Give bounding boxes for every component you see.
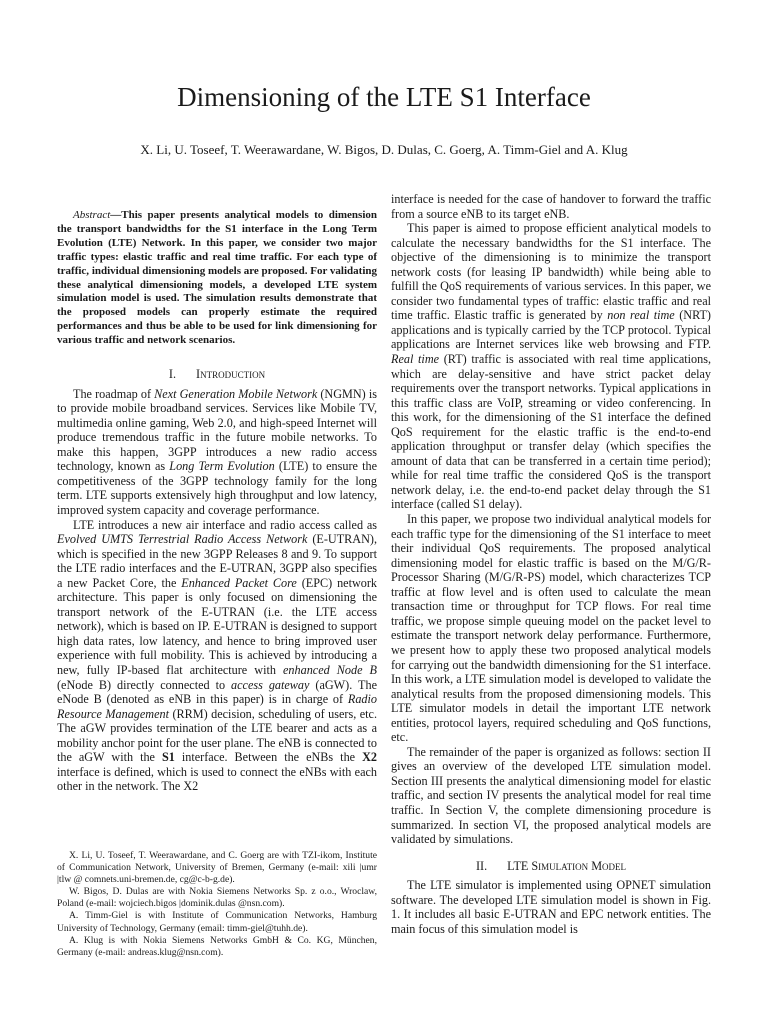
intro-paragraph-1	[57, 387, 377, 518]
text-run-bold: X2	[362, 750, 377, 765]
text-run: (LTE) to ensure the competitiveness of the 3GPP technology family for the long term. LTE supports extensively high throughput and low latency, improved system capacity and coverage performance.	[57, 459, 377, 517]
text-run: interface. Between the eNBs the	[174, 750, 363, 765]
right-column	[391, 192, 711, 936]
section-heading-introduction	[57, 367, 377, 382]
abstract-dash: —	[110, 209, 122, 221]
section-title: Introduction	[196, 367, 266, 382]
text-run: (RT) traffic is associated with real time applications, which are delay-sensitive and have strict packet delay requirements over the transport networks. Typical applications in this traffic class are VoIP, streaming or video conferencing. In this work, for the dimensioning of the S1 interface the defined QoS requirement for the elastic traffic is the end-to-end application throughput or transfer delay (which specifies the amount of data that can be transferred in a certain time period); while for real time traffic the considered QoS is the transport network delay, i.e. the end-to-end packet delay through the S1 interface (called S1 delay).	[391, 352, 711, 512]
text-run-italic: Real time	[391, 352, 440, 367]
text-run-italic: non real time	[607, 308, 675, 323]
section-number: II.	[475, 858, 488, 873]
section-number: I.	[168, 367, 177, 382]
text-run: (E-UTRAN), which is specified in the new 3GPP Releases 8 and 9. To support the LTE radio interfaces and the E-UTRAN, 3GPP also specifies a new Packet Core, the	[57, 532, 377, 590]
intro-paragraph-2	[57, 518, 377, 794]
text-run-bold: S1	[161, 750, 175, 765]
text-run: (RRM) decision, scheduling of users, etc. The aGW provides termination of the LTE bearer and acts as a mobility anchor point for the user plane. The eNB is connected to the aGW with the	[57, 706, 377, 765]
text-run: (eNode B) directly connected to	[57, 677, 232, 692]
text-run: interface is defined, which is used to connect the eNBs with each other in the network. The X2	[57, 764, 377, 794]
text-run-italic: Next Generation Mobile Network	[154, 386, 318, 401]
text-run-italic: Radio Resource Management	[57, 692, 377, 721]
intro-paragraph-2-continued: interface is needed for the case of handover to forward the traffic from a source eNB to its target eNB.	[391, 192, 711, 221]
text-run: (NRT) applications and is typically carried by the TCP protocol. Typical applications are Internet services like web browsing and FTP.	[391, 308, 711, 352]
footnote-3: A. Timm-Giel is with Institute of Communication Networks, Hamburg University of Technology, Germany (email: timm-giel@tuhh.de).	[57, 910, 377, 934]
footnote-2: W. Bigos, D. Dulas are with Nokia Siemens Networks Sp. z o.o., Wroclaw, Poland (e-mail: wojciech.bigos |dominik.dulas @nsn.com).	[57, 886, 377, 910]
text-run-italic: Long Term Evolution	[169, 459, 275, 474]
intro-paragraph-3	[391, 221, 711, 512]
text-run-italic: access gateway	[231, 677, 310, 692]
author-list: X. Li, U. Toseef, T. Weerawardane, W. Bigos, D. Dulas, C. Goerg, A. Timm-Giel and A. Klug	[140, 142, 628, 157]
simulation-paragraph-1: The LTE simulator is implemented using OPNET simulation software. The developed LTE simulation model is shown in Fig. 1. It includes all basic E-UTRAN and EPC network entities. The main focus of this simulation model is	[391, 878, 711, 936]
footnote-1: X. Li, U. Toseef, T. Weerawardane, and C. Goerg are with TZI-ikom, Institute of Communication Network, University of Bremen, Germany (e-mail: xili |umr |tlw @ comnets.uni-bremen.de, cg@c-b-g.de).	[57, 850, 377, 886]
text-run: (NGMN) is to provide mobile broadband services. Services like Mobile TV, multimedia online gaming, Web 2.0, and high-speed Internet will produce tremendous traffic in the future mobile networks. To make this happen, 3GPP introduces a new radio access technology, known as	[57, 386, 377, 474]
abstract	[57, 209, 377, 348]
text-run-italic: Enhanced Packet Core	[181, 575, 297, 590]
intro-paragraph-4: In this paper, we propose two individual analytical models for each traffic type for the dimensioning of the S1 interface to meet their individual QoS requirements. The proposed analytical dimensioning model for elastic traffic is based on the M/G/R-Processor Sharing (M/G/R-PS) model, which characterizes TCP traffic at flow level and is often used to calculate the mean transaction time or throughput for TCP flows. For real time traffic, we propose simple queuing model on the packet level to estimate the transport network delay performance. Furthermore, we present how to apply these two proposed analytical models for carrying out the bandwidth dimensioning for the S1 interface. In this work, a LTE simulation model is developed to validate the analytical results from the proposed dimensioning models. This LTE simulator models in detail the important LTE network entities, protocol layers, required scheduling and QoS functions, etc.	[391, 512, 711, 745]
text-run: LTE introduces a new air interface and radio access called as	[73, 517, 377, 532]
paper-title: Dimensioning of the LTE S1 Interface	[177, 82, 591, 112]
intro-paragraph-5: The remainder of the paper is organized as follows: section II gives an overview of the developed LTE simulation model. Section III presents the analytical dimensioning model for elastic traffic, and section IV presents the analytical model for real time traffic. In Section V, the complete dimensioning procedure is summarized. In section VI, the proposed analytical models are validated by simulations.	[391, 744, 711, 847]
text-run-italic: Evolved UMTS Terrestrial Radio Access Network	[57, 532, 308, 547]
section-title: LTE Simulation Model	[507, 858, 627, 873]
footnotes	[57, 850, 377, 959]
abstract-lead: Abstract	[73, 209, 111, 221]
section-heading-lte-simulation-model	[391, 859, 711, 874]
text-run: This paper is aimed to propose efficient analytical models to calculate the necessary bandwidths for the S1 interface. The objective of the dimensioning is to minimize the transport network costs (for leasing IP bandwidth) while being able to fulfill the QoS requirements of various services. In this paper, we consider two fundamental types of traffic: elastic traffic and real time traffic. Elastic traffic is generated by	[391, 221, 711, 323]
abstract-text: This paper presents analytical models to dimension the transport bandwidths for the S1 interface in the Long Term Evolution (LTE) Network. In this paper, we consider two major traffic types: elastic traffic and real time traffic. For each type of traffic, individual dimensioning models are proposed. For validating these analytical dimensioning models, a developed LTE system simulation model is used. The simulation results demonstrate that the proposed models can properly estimate the required performances and thus be able to be used for link dimensioning for various traffic and network scenarios.	[57, 209, 377, 347]
footnote-4: A. Klug is with Nokia Siemens Networks GmbH & Co. KG, München, Germany (e-mail: andreas.klug@nsn.com).	[57, 934, 377, 958]
text-run: (EPC) network architecture. This paper is only focused on dimensioning the transport network of the E-UTRAN (i.e. the LTE access network), which is based on IP. E-UTRAN is designed to support high data rates, low latency, and hence to bring improved user experience with full mobility. This is achieved by introducing a new, fully IP-based flat architecture with	[57, 575, 378, 677]
text-run: The roadmap of	[73, 386, 155, 401]
left-column	[57, 209, 377, 794]
text-run: (aGW). The eNode B (denoted as eNB in this paper) is in charge of	[57, 677, 377, 707]
text-run-italic: enhanced Node B	[283, 663, 378, 677]
